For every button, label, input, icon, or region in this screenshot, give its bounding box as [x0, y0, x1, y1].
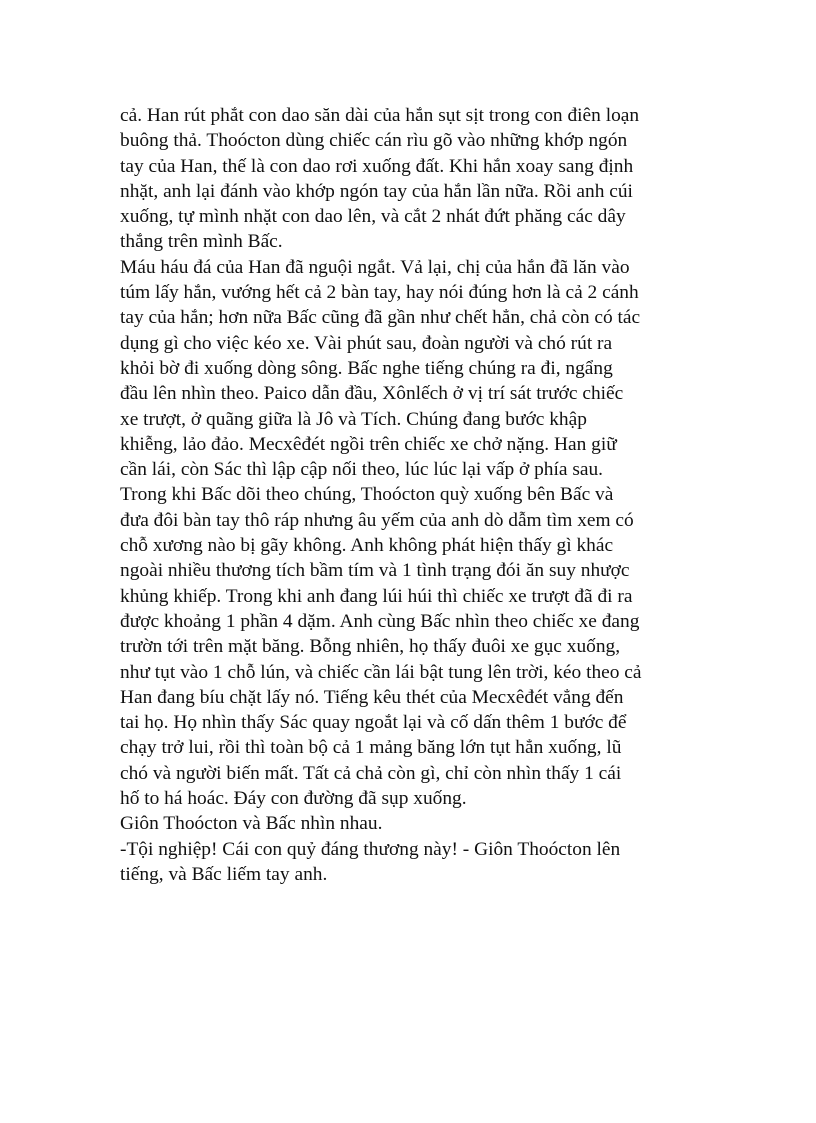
- text-line: khỏi bờ đi xuống dòng sông. Bấc nghe tiếng chúng ra đi, ngẩng: [120, 357, 613, 379]
- text-line: đưa đôi bàn tay thô ráp nhưng âu yếm của anh dò dẫm tìm xem có: [120, 509, 634, 531]
- text-line: thắng trên mình Bấc.: [120, 231, 283, 253]
- text-line: cần lái, còn Sác thì lập cập nối theo, lúc lúc lại vấp ở phía sau.: [120, 459, 604, 481]
- text-line: tai họ. Họ nhìn thấy Sác quay ngoắt lại và cố dấn thêm 1 bước để: [120, 712, 627, 734]
- text-line: dụng gì cho việc kéo xe. Vài phút sau, đoàn người và chó rút ra: [120, 332, 613, 354]
- text-line: Han đang bíu chặt lấy nó. Tiếng kêu thét của Mecxêđét vẳng đến: [120, 686, 624, 708]
- text-line: chạy trở lui, rồi thì toàn bộ cả 1 mảng băng lớn tụt hẳn xuống, lũ: [120, 737, 622, 759]
- text-line: cả. Han rút phắt con dao săn dài của hắn sụt sịt trong con điên loạn: [120, 105, 640, 126]
- text-line: Máu háu đá của Han đã nguội ngắt. Vả lại, chị của hắn đã lăn vào: [120, 256, 630, 278]
- text-line: buông thả. Thoócton dùng chiếc cán rìu gõ vào những khớp ngón: [120, 130, 628, 152]
- text-line: ngoài nhiều thương tích bầm tím và 1 tình trạng đói ăn suy nhược: [120, 560, 630, 582]
- text-line: tay của Han, thế là con dao rơi xuống đất. Khi hắn xoay sang định: [120, 155, 634, 177]
- text-line: Giôn Thoócton và Bấc nhìn nhau.: [120, 813, 383, 835]
- text-line: túm lấy hắn, vướng hết cả 2 bàn tay, hay nói đúng hơn là cả 2 cánh: [120, 282, 639, 304]
- document-page: [120, 103, 700, 887]
- text-line: khủng khiếp. Trong khi anh đang lúi húi thì chiếc xe trượt đã đi ra: [120, 585, 633, 607]
- text-line: khiễng, lảo đảo. Mecxêđét ngồi trên chiếc xe chở nặng. Han giữ: [120, 433, 617, 455]
- text-line: tiếng, và Bấc liếm tay anh.: [120, 863, 328, 885]
- text-line: đầu lên nhìn theo. Paico dẫn đầu, Xônlếch ở vị trí sát trước chiếc: [120, 383, 624, 405]
- text-line: chó và người biến mất. Tất cả chả còn gì, chỉ còn nhìn thấy 1 cái: [120, 762, 622, 784]
- text-line: nhặt, anh lại đánh vào khớp ngón tay của hắn lần nữa. Rồi anh cúi: [120, 180, 633, 202]
- text-line: xe trượt, ở quãng giữa là Jô và Tích. Chúng đang bước khập: [120, 408, 587, 430]
- text-line: tay của hắn; hơn nữa Bấc cũng đã gần như chết hẳn, chả còn có tác: [120, 307, 641, 329]
- text-line: chỗ xương nào bị gãy không. Anh không phát hiện thấy gì khác: [120, 535, 614, 557]
- text-line: như tụt vào 1 chỗ lún, và chiếc cần lái bật tung lên trời, kéo theo cả: [120, 661, 642, 683]
- text-line: Trong khi Bấc dõi theo chúng, Thoócton quỳ xuống bên Bấc và: [120, 484, 614, 506]
- text-line: hố to há hoác. Đáy con đường đã sụp xuống.: [120, 788, 467, 810]
- text-line: trườn tới trên mặt băng. Bỗng nhiên, họ thấy đuôi xe gục xuống,: [120, 636, 621, 658]
- text-line: xuống, tự mình nhặt con dao lên, và cắt 2 nhát đứt phăng các dây: [120, 206, 626, 228]
- text-line: được khoảng 1 phần 4 dặm. Anh cùng Bấc nhìn theo chiếc xe đang: [120, 610, 640, 632]
- text-line: -Tội nghiệp! Cái con quỷ đáng thương này! - Giôn Thoócton lên: [120, 838, 621, 860]
